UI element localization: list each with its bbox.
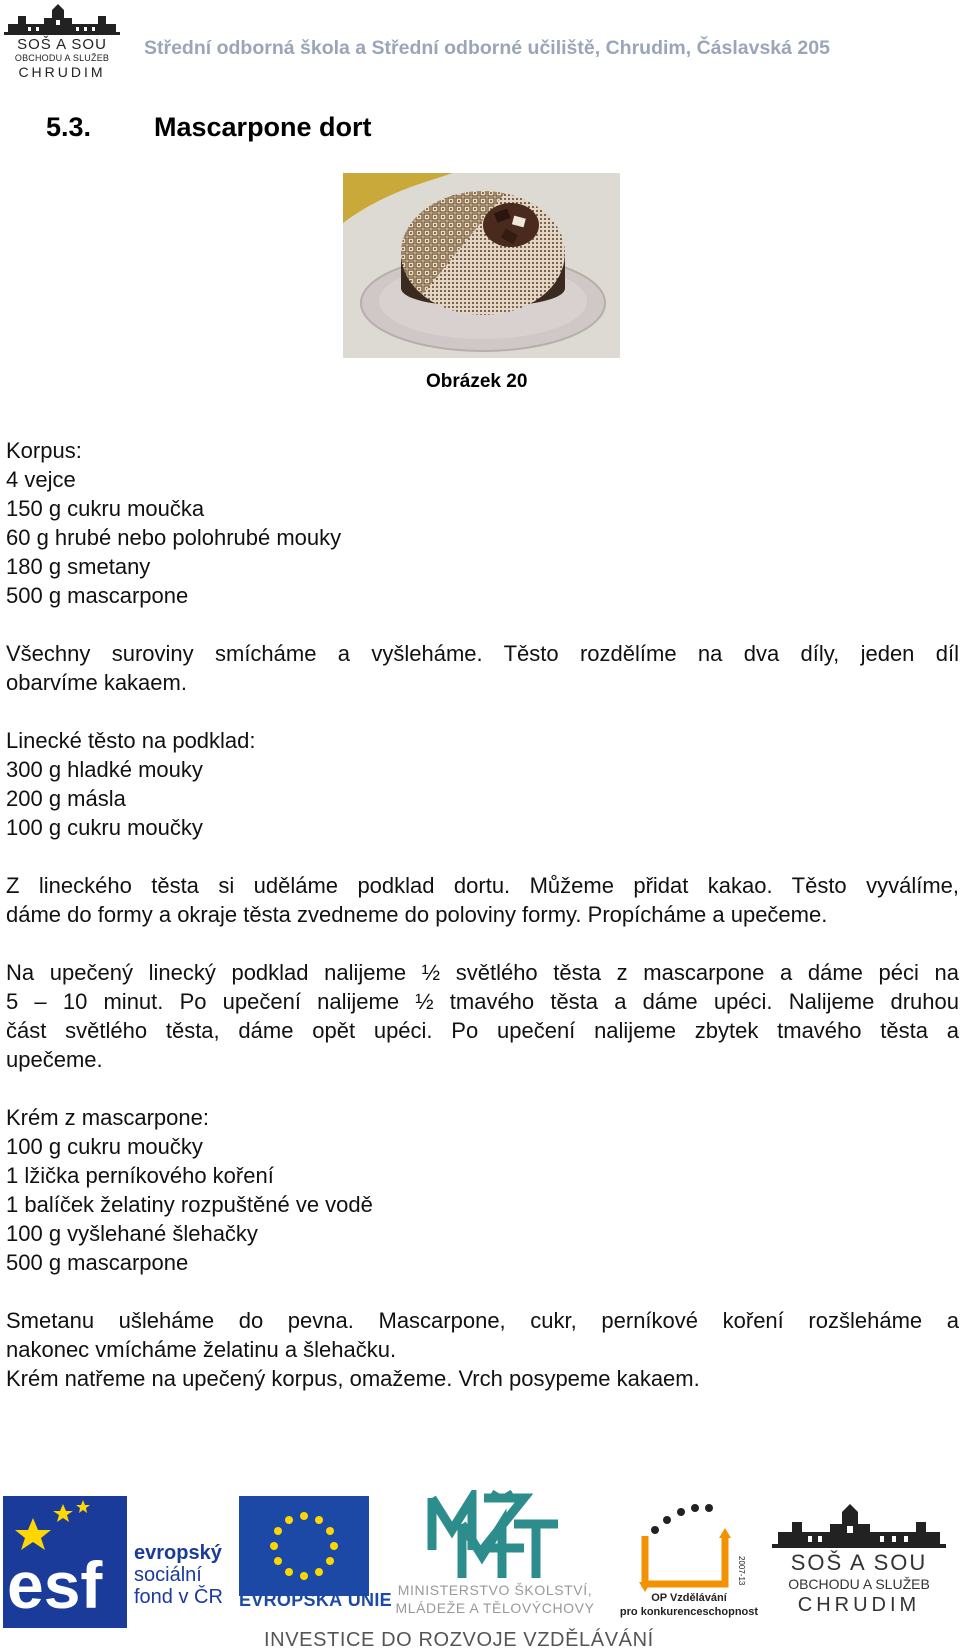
castle-icon: [770, 1500, 948, 1550]
paragraph-line: dáme do formy a okraje těsta zvedneme do poloviny formy. Propícháme a upečeme.: [6, 902, 828, 927]
list-item: 500 g mascarpone: [6, 583, 189, 608]
section-title: Mascarpone dort: [154, 112, 372, 142]
paragraph-line: část světlého těsta, dáme opět upéci. Po upečení nalijeme zbytek tmavého těsta a: [6, 1018, 959, 1043]
esf-icon: [3, 1496, 127, 1628]
paragraph-line: Všechny suroviny smícháme a vyšleháme. Těsto rozdělíme na dva díly, jeden díl: [6, 641, 959, 666]
list-item: 200 g másla: [6, 786, 126, 811]
paragraph-line: nakonec vmícháme želatinu a šlehačku.: [6, 1337, 397, 1362]
list-item: 150 g cukru moučka: [6, 496, 205, 521]
esf-line1: evropský: [134, 1542, 222, 1564]
eu-flag-icon: [239, 1496, 369, 1596]
msmt-line2: MLÁDEŽE A TĚLOVÝCHOVY: [395, 1600, 595, 1616]
esf-line3: fond v ČR: [134, 1586, 223, 1608]
list-item: 60 g hrubé nebo polohrubé mouky: [6, 525, 342, 550]
castle-icon: [4, 2, 120, 36]
eu-label: EVROPSKÁ UNIE: [239, 1590, 392, 1610]
footer-logos: [0, 1488, 960, 1651]
school-logo-footer: [770, 1500, 948, 1618]
list-item: 4 vejce: [6, 467, 76, 492]
school-logo: [4, 2, 120, 82]
logo-line3: CHRUDIM: [797, 1594, 921, 1616]
cake-photo: [343, 173, 620, 358]
op-line1: OP Vzdělávání: [651, 1592, 727, 1604]
msmt-line1: MINISTERSTVO ŠKOLSTVÍ,: [397, 1582, 593, 1598]
logo-line2: OBCHODU A SLUŽEB: [788, 1576, 930, 1592]
list-item: 500 g mascarpone: [6, 1250, 189, 1275]
list-item: 100 g vyšlehané šlehačky: [6, 1221, 258, 1246]
paragraph-line: 5 – 10 minut. Po upečení nalijeme ½ tmavého těsta a dáme upéci. Nalijeme druhou: [6, 989, 959, 1014]
list-item: 1 balíček želatiny rozpuštěné ve vodě: [6, 1192, 373, 1217]
list-item: 100 g cukru moučky: [6, 815, 203, 840]
op-line2: pro konkurenceschopnost: [619, 1606, 759, 1618]
list-item: 100 g cukru moučky: [6, 1134, 203, 1159]
investice-text: INVESTICE DO ROZVOJE VZDĚLÁVÁNÍ: [264, 1629, 654, 1651]
linecke-heading: Linecké těsto na podklad:: [6, 728, 256, 753]
logo-line2: OBCHODU A SLUŽEB: [14, 53, 110, 63]
list-item: 180 g smetany: [6, 554, 151, 579]
logo-line1: SOŠ A SOU: [790, 1550, 928, 1575]
esf-logo: [3, 1496, 127, 1628]
paragraph-line: Krém natřeme na upečený korpus, omažeme. Vrch posypeme kakaem.: [6, 1366, 700, 1391]
logo-line3: CHRUDIM: [18, 64, 106, 80]
list-item: 300 g hladké mouky: [6, 757, 203, 782]
krem-heading: Krém z mascarpone:: [6, 1105, 209, 1130]
paragraph-line: Z lineckého těsta si uděláme podklad dortu. Můžeme přidat kakao. Těsto vyválíme,: [6, 873, 959, 898]
esf-text: [134, 1542, 223, 1608]
paragraph-line: Smetanu ušleháme do pevna. Mascarpone, cukr, perníkové koření rozšleháme a: [6, 1308, 959, 1333]
korpus-heading: Korpus:: [6, 438, 82, 463]
esf-label: esf: [7, 1548, 103, 1622]
logo-line1: SOŠ A SOU: [17, 36, 107, 53]
paragraph-line: obarvíme kakaem.: [6, 670, 187, 695]
list-item: 1 lžička perníkového koření: [6, 1163, 274, 1188]
figure-caption: Obrázek 20: [426, 371, 528, 392]
op-years: 2007-13: [737, 1556, 746, 1586]
header-title: Střední odborná škola a Střední odborné učiliště, Chrudim, Čáslavská 205: [144, 37, 830, 59]
paragraph-line: Na upečený linecký podklad nalijeme ½ světlého těsta z mascarpone a dáme péci na: [6, 960, 959, 985]
section-number: 5.3.: [46, 112, 92, 142]
esf-line2: sociální: [134, 1564, 202, 1586]
paragraph-line: upečeme.: [6, 1047, 103, 1072]
